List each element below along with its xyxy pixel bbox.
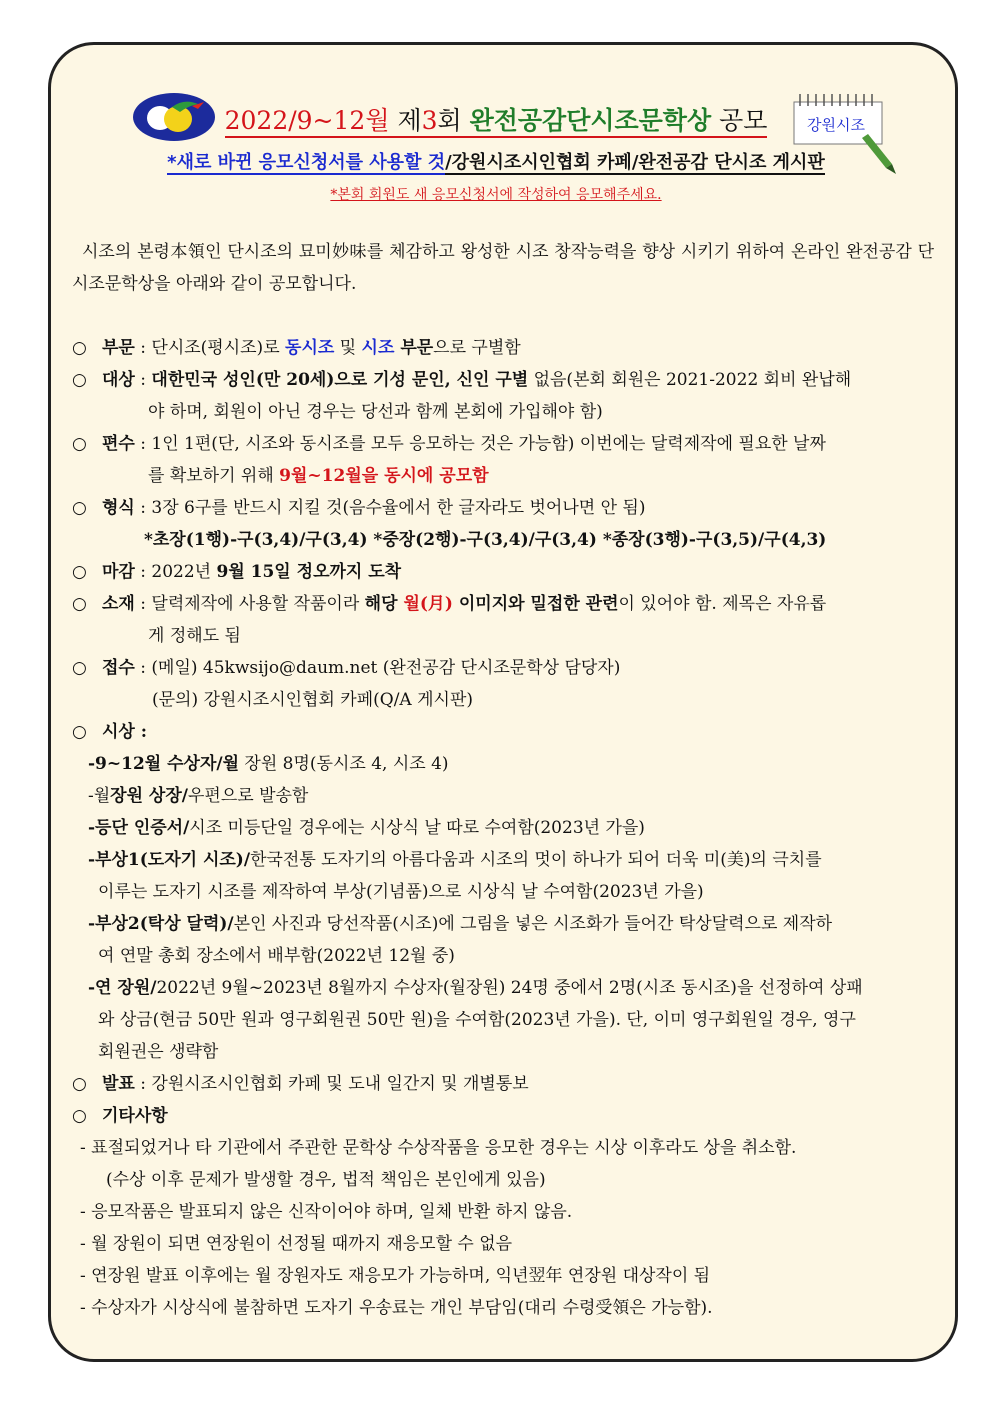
- section-text: 부문: [394, 338, 434, 358]
- deadline-bold: 9월 15일 정오까지 도착: [216, 562, 402, 582]
- theme-month: 월(月): [403, 594, 453, 614]
- section-text: : 3장 6구를 반드시 지킬 것(음수율에서 한 글자라도 벗어나면 안 됨): [134, 498, 646, 518]
- misc-item: - 연장원 발표 이후에는 월 장원자도 재응모가 가능하며, 익년翌年 연장원 대상작이 됨: [80, 1266, 711, 1286]
- section-label: 기타사항: [102, 1106, 168, 1126]
- member-notice: *본회 회원도 새 응모신청서에 작성하여 응모해주세요.: [330, 187, 662, 203]
- bullet-icon: ○: [72, 562, 87, 582]
- title-date: 2022/9~12월: [224, 106, 390, 135]
- section-text: : 달력제작에 사용할 작품이라: [134, 594, 365, 614]
- target-bold: 대한민국 성인(만 20세)으로 기성 문인, 신인 구별: [151, 370, 529, 390]
- section-label: 발표: [102, 1074, 135, 1094]
- award-item: -부상2(탁상 달력)/본인 사진과 당선작품(시조)에 그림을 넣은 시조화가 들어간 탁상달력으로 제작하: [88, 914, 833, 934]
- section-category: [72, 332, 934, 364]
- form-structure: *초장(1행)-구(3,4)/구(3,4) *중장(2행)-구(3,4)/구(3,4) *종장(3행)-구(3,5)/구(4,3): [144, 530, 827, 550]
- page-title: [0, 104, 992, 138]
- bullet-icon: ○: [72, 594, 87, 614]
- section-label: 대상: [102, 370, 135, 390]
- category-sijo: 시조: [361, 338, 395, 358]
- stamp-label: 강원시조: [807, 116, 865, 134]
- bullet-icon: ○: [72, 370, 87, 390]
- submit-email: : (메일) 45kwsijo@daum.net (완전공감 단시조문학상 담당자): [134, 658, 621, 678]
- section-count: [72, 428, 934, 460]
- section-announce: [72, 1068, 934, 1100]
- bullet-icon: ○: [72, 658, 87, 678]
- section-text: : 1인 1편(단, 시조와 동시조를 모두 응모하는 것은 가능함) 이번에는 달력제작에 필요한 날짜: [134, 434, 826, 454]
- award-item: -9~12월 수상자/월 장원 8명(동시조 4, 시조 4): [88, 754, 449, 774]
- submit-inquiry: (문의) 강원시조시인협회 카페(Q/A 게시판): [152, 690, 474, 710]
- title-call: 공모: [719, 106, 768, 135]
- theme-cont: 게 정해도 됨: [148, 626, 241, 646]
- subtitle-new-form: *새로 바뀐 응모신청서를 사용할 것: [167, 152, 446, 173]
- title-num: 3: [421, 106, 438, 135]
- award-item: -월장원 상장/우편으로 발송함: [88, 786, 309, 806]
- count-highlight: 9월~12월을 동시에 공모함: [279, 466, 489, 486]
- section-form: [72, 492, 934, 524]
- title-num-post: 회: [437, 106, 462, 135]
- misc-item: - 수상자가 시상식에 불참하면 도자기 우송료는 개인 부담임(대리 수령受領은 가능함).: [80, 1298, 713, 1318]
- section-label: 접수: [102, 658, 135, 678]
- section-target: [72, 364, 934, 396]
- award-item: -연 장원/2022년 9월~2023년 8월까지 수상자(월장원) 24명 중에서 2명(시조 동시조)을 선정하여 상패: [88, 978, 863, 998]
- misc-item: - 월 장원이 되면 연장원이 선정될 때까지 재응모할 수 없음: [80, 1234, 513, 1254]
- award-item: -부상1(도자기 시조)/한국전통 도자기의 아름다움과 시조의 멋이 하나가 되어 더욱 미(美)의 극치를: [88, 850, 822, 870]
- count-cont: 를 확보하기 위해: [148, 466, 280, 486]
- document-body: [72, 236, 934, 1324]
- subtitle-board: /강원시조시인협회 카페/완전공감 단시조 게시판: [445, 152, 825, 173]
- bullet-icon: ○: [72, 1074, 87, 1094]
- title-num-pre: 제: [397, 106, 422, 135]
- section-text: :: [134, 722, 148, 742]
- title-award: 완전공감단시조문학상: [469, 106, 712, 135]
- section-text: 으로 구별함: [433, 338, 521, 358]
- intro-paragraph: 시조의 본령本領인 단시조의 묘미妙味를 체감하고 왕성한 시조 창작능력을 향상 시키기 위하여 온라인 완전공감 단시조문학상을 아래와 같이 공모합니다.: [72, 242, 934, 294]
- award-item-cont: 이루는 도자기 시조를 제작하여 부상(기념품)으로 시상식 날 수여함(2023년 가을): [98, 882, 704, 902]
- section-label: 마감: [102, 562, 135, 582]
- section-text: : 단시조(평시조)로: [134, 338, 286, 358]
- section-label: 형식: [102, 498, 135, 518]
- theme-bold: 이미지와 밀접한 관련: [452, 594, 619, 614]
- misc-item: - 표절되었거나 타 기관에서 주관한 문학상 수상작품을 응모한 경우는 시상 이후라도 상을 취소함.: [80, 1138, 797, 1158]
- category-children: 동시조: [285, 338, 335, 358]
- section-submit: [72, 652, 934, 684]
- award-item-cont: 여 연말 총회 장소에서 배부함(2022년 12월 중): [98, 946, 455, 966]
- award-item: -등단 인증서/시조 미등단일 경우에는 시상식 날 따로 수여함(2023년 가을): [88, 818, 645, 838]
- award-item-cont: 와 상금(현금 50만 원과 영구회원권 50만 원)을 수여함(2023년 가을). 단, 이미 영구회원일 경우, 영구: [98, 1010, 856, 1030]
- subtitle: [0, 150, 992, 176]
- bullet-icon: ○: [72, 498, 87, 518]
- section-theme: [72, 588, 934, 620]
- section-deadline: [72, 556, 934, 588]
- section-text: :: [134, 370, 152, 390]
- bullet-icon: ○: [72, 1106, 87, 1126]
- target-cont: 야 하며, 회원이 아닌 경우는 당선과 함께 본회에 가입해야 함): [148, 402, 603, 422]
- bullet-icon: ○: [72, 722, 87, 742]
- section-awards: [72, 716, 934, 748]
- misc-item-cont: (수상 이후 문제가 발생할 경우, 법적 책임은 본인에게 있음): [106, 1170, 546, 1190]
- section-label: 편수: [102, 434, 135, 454]
- section-misc: [72, 1100, 934, 1132]
- bullet-icon: ○: [72, 434, 87, 454]
- bullet-icon: ○: [72, 338, 87, 358]
- section-text: 없음(본회 회원은 2021-2022 회비 완납해: [528, 370, 852, 390]
- section-text: 이 있어야 함. 제목은 자유롭: [618, 594, 827, 614]
- section-label: 시상: [102, 722, 135, 742]
- section-text: : 2022년: [134, 562, 217, 582]
- theme-bold: 해당: [364, 594, 404, 614]
- section-label: 소재: [102, 594, 135, 614]
- section-label: 부문: [102, 338, 135, 358]
- section-text: : 강원시조시인협회 카페 및 도내 일간지 및 개별통보: [134, 1074, 529, 1094]
- section-text: 및: [334, 338, 362, 358]
- award-item-cont: 회원권은 생략함: [98, 1042, 219, 1062]
- misc-item: - 응모작품은 발표되지 않은 신작이어야 하며, 일체 반환 하지 않음.: [80, 1202, 573, 1222]
